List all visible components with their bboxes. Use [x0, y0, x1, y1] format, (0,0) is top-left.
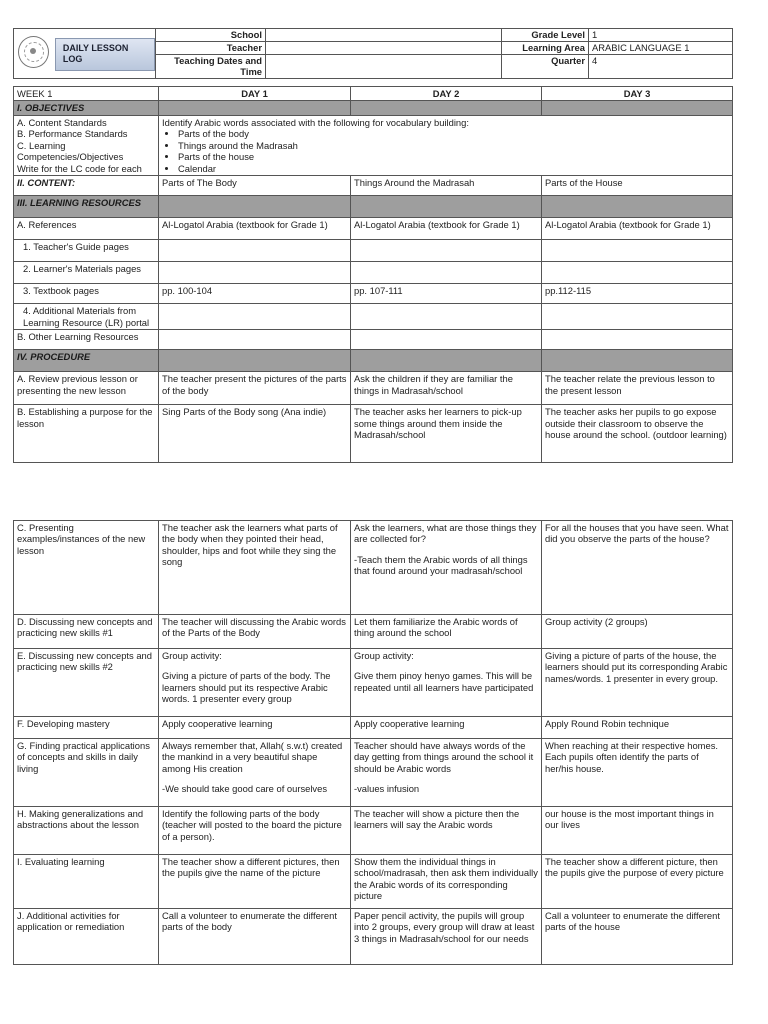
- textbook-day-3: pp.112-115: [542, 284, 733, 304]
- learning-area-value: ARABIC LANGUAGE 1: [589, 42, 733, 55]
- content-label: II. CONTENT:: [14, 176, 159, 196]
- procedure-a-day-2: Ask the children if they are familiar the things in Madrasah/school: [351, 372, 542, 405]
- procedure-a-day-1: The teacher present the pictures of the parts of the body: [159, 372, 351, 405]
- procedure-i-day-3: The teacher show a different picture, then the pupils give the purpose of every picture: [542, 855, 733, 909]
- objectives-content: Identify Arabic words associated with the following for vocabulary building: • Parts of the body • Things around the Madrasah • Parts of the house • Calendar: [159, 115, 733, 175]
- procedure-h-label: H. Making generalizations and abstractions about the lesson: [14, 807, 159, 855]
- learning-area-label: Learning Area: [502, 42, 589, 55]
- lesson-table-page-1: [13, 86, 733, 463]
- procedure-g-label: G. Finding practical applications of concepts and skills in daily living: [14, 739, 159, 807]
- grade-level-label: Grade Level: [502, 29, 589, 42]
- procedure-b-label: B. Establishing a purpose for the lesson: [14, 405, 159, 463]
- deped-seal-icon: [18, 36, 49, 68]
- content-day-1: Parts of The Body: [159, 176, 351, 196]
- procedure-a-label: A. Review previous lesson or presenting the new lesson: [14, 372, 159, 405]
- procedure-f-label: F. Developing mastery: [14, 717, 159, 739]
- day-3-header: DAY 3: [542, 87, 733, 101]
- objectives-title: I. OBJECTIVES: [14, 101, 159, 115]
- procedure-c-day-2: Ask the learners, what are those things they are collected for? -Teach them the Arabic words of all things that found around your madrasah/school: [351, 521, 542, 615]
- day-2-header: DAY 2: [351, 87, 542, 101]
- procedure-j-day-2: Paper pencil activity, the pupils will group into 2 groups, every group will draw at least 3 things in Madrasah/school for our needs: [351, 909, 542, 965]
- list-item: • Parts of the body: [178, 128, 729, 139]
- procedure-e-label: E. Discussing new concepts and practicing new skills #2: [14, 649, 159, 717]
- procedure-b-day-1: Sing Parts of the Body song (Ana indie): [159, 405, 351, 463]
- procedure-f-day-2: Apply cooperative learning: [351, 717, 542, 739]
- procedure-h-day-2: The teacher will show a picture then the learners will say the Arabic words: [351, 807, 542, 855]
- procedure-b-day-3: The teacher asks her pupils to go expose outside their classroom to observe the house around the school. (outdoor learning): [542, 405, 733, 463]
- procedure-h-day-1: Identify the following parts of the body (teacher will posted to the board the picture of a person).: [159, 807, 351, 855]
- week-label: WEEK 1: [14, 87, 159, 101]
- references-label: A. References: [14, 218, 159, 240]
- references-day-3: Al-Logatol Arabia (textbook for Grade 1): [542, 218, 733, 240]
- header-table: [13, 28, 733, 79]
- teaching-dates-label: Teaching Dates and Time: [156, 54, 266, 78]
- procedure-c-day-3: For all the houses that you have seen. What did you observe the parts of the house?: [542, 521, 733, 615]
- textbook-pages-label: 3. Textbook pages: [14, 284, 159, 304]
- header-logo-cell: [14, 29, 156, 79]
- content-day-2: Things Around the Madrasah: [351, 176, 542, 196]
- quarter-label: Quarter: [502, 54, 589, 78]
- grade-level-value: 1: [589, 29, 733, 42]
- procedure-j-label: J. Additional activities for application or remediation: [14, 909, 159, 965]
- procedure-i-day-2: Show them the individual things in school/madrasah, then ask them individually the Arabic words of its corresponding picture: [351, 855, 542, 909]
- objectives-labels: A. Content Standards B. Performance Standards C. Learning Competencies/Objectives Write for the LC code for each: [14, 115, 159, 175]
- procedure-j-day-1: Call a volunteer to enumerate the different parts of the body: [159, 909, 351, 965]
- procedure-h-day-3: our house is the most important things in our lives: [542, 807, 733, 855]
- list-item: • Things around the Madrasah: [178, 140, 729, 151]
- day-1-header: DAY 1: [159, 87, 351, 101]
- objectives-list: [162, 128, 729, 174]
- references-day-1: Al-Logatol Arabia (textbook for Grade 1): [159, 218, 351, 240]
- lesson-table-page-2: [13, 520, 733, 965]
- procedure-e-day-1: Group activity: Giving a picture of parts of the body. The learners should put its respective Arabic words. 1 presenter every group: [159, 649, 351, 717]
- procedure-a-day-3: The teacher relate the previous lesson to the present lesson: [542, 372, 733, 405]
- list-item: • Parts of the house: [178, 151, 729, 162]
- procedure-d-label: D. Discussing new concepts and practicing new skills #1: [14, 615, 159, 649]
- procedure-g-day-2: Teacher should have always words of the day getting from things around the school it should be Arabic words -values infusion: [351, 739, 542, 807]
- textbook-day-1: pp. 100-104: [159, 284, 351, 304]
- teachers-guide-label: 1. Teacher's Guide pages: [14, 240, 159, 262]
- teacher-value: [266, 42, 502, 55]
- procedure-f-day-3: Apply Round Robin technique: [542, 717, 733, 739]
- procedure-g-day-3: When reaching at their respective homes. Each pupils often identify the parts of her/his house.: [542, 739, 733, 807]
- procedure-f-day-1: Apply cooperative learning: [159, 717, 351, 739]
- learning-resources-title: III. LEARNING RESOURCES: [14, 196, 159, 218]
- procedure-title: IV. PROCEDURE: [14, 350, 159, 372]
- procedure-c-day-1: The teacher ask the learners what parts of the body when they pointed their head, shoulder, hips and foot while they sing the song: [159, 521, 351, 615]
- procedure-d-day-2: Let them familiarize the Arabic words of thing around the school: [351, 615, 542, 649]
- procedure-c-label: C. Presenting examples/instances of the new lesson: [14, 521, 159, 615]
- additional-materials-label: 4. Additional Materials from Learning Resource (LR) portal: [14, 304, 159, 330]
- other-resources-label: B. Other Learning Resources: [14, 330, 159, 350]
- procedure-d-day-3: Group activity (2 groups): [542, 615, 733, 649]
- procedure-d-day-1: The teacher will discussing the Arabic words of the Parts of the Body: [159, 615, 351, 649]
- procedure-i-label: I. Evaluating learning: [14, 855, 159, 909]
- list-item: • Calendar: [178, 163, 729, 174]
- procedure-g-day-1: Always remember that, Allah( s.w.t) created the mankind in a very beautiful shape among His creation -We should take good care of ourselves: [159, 739, 351, 807]
- procedure-e-day-3: Giving a picture of parts of the house, the learners should put its corresponding Arabic names/words. 1 presenter in every group.: [542, 649, 733, 717]
- daily-lesson-log-badge: DAILY LESSON LOG: [55, 38, 155, 71]
- learners-materials-label: 2. Learner's Materials pages: [14, 262, 159, 284]
- content-day-3: Parts of the House: [542, 176, 733, 196]
- teaching-dates-value: [266, 54, 502, 78]
- textbook-day-2: pp. 107-111: [351, 284, 542, 304]
- procedure-i-day-1: The teacher show a different pictures, then the pupils give the name of the picture: [159, 855, 351, 909]
- procedure-j-day-3: Call a volunteer to enumerate the different parts of the house: [542, 909, 733, 965]
- school-label: School: [156, 29, 266, 42]
- teacher-label: Teacher: [156, 42, 266, 55]
- references-day-2: Al-Logatol Arabia (textbook for Grade 1): [351, 218, 542, 240]
- quarter-value: 4: [589, 54, 733, 78]
- procedure-e-day-2: Group activity: Give them pinoy henyo games. This will be repeated until all learners have participated: [351, 649, 542, 717]
- school-value: [266, 29, 502, 42]
- procedure-b-day-2: The teacher asks her learners to pick-up some things around them inside the Madrasah/school: [351, 405, 542, 463]
